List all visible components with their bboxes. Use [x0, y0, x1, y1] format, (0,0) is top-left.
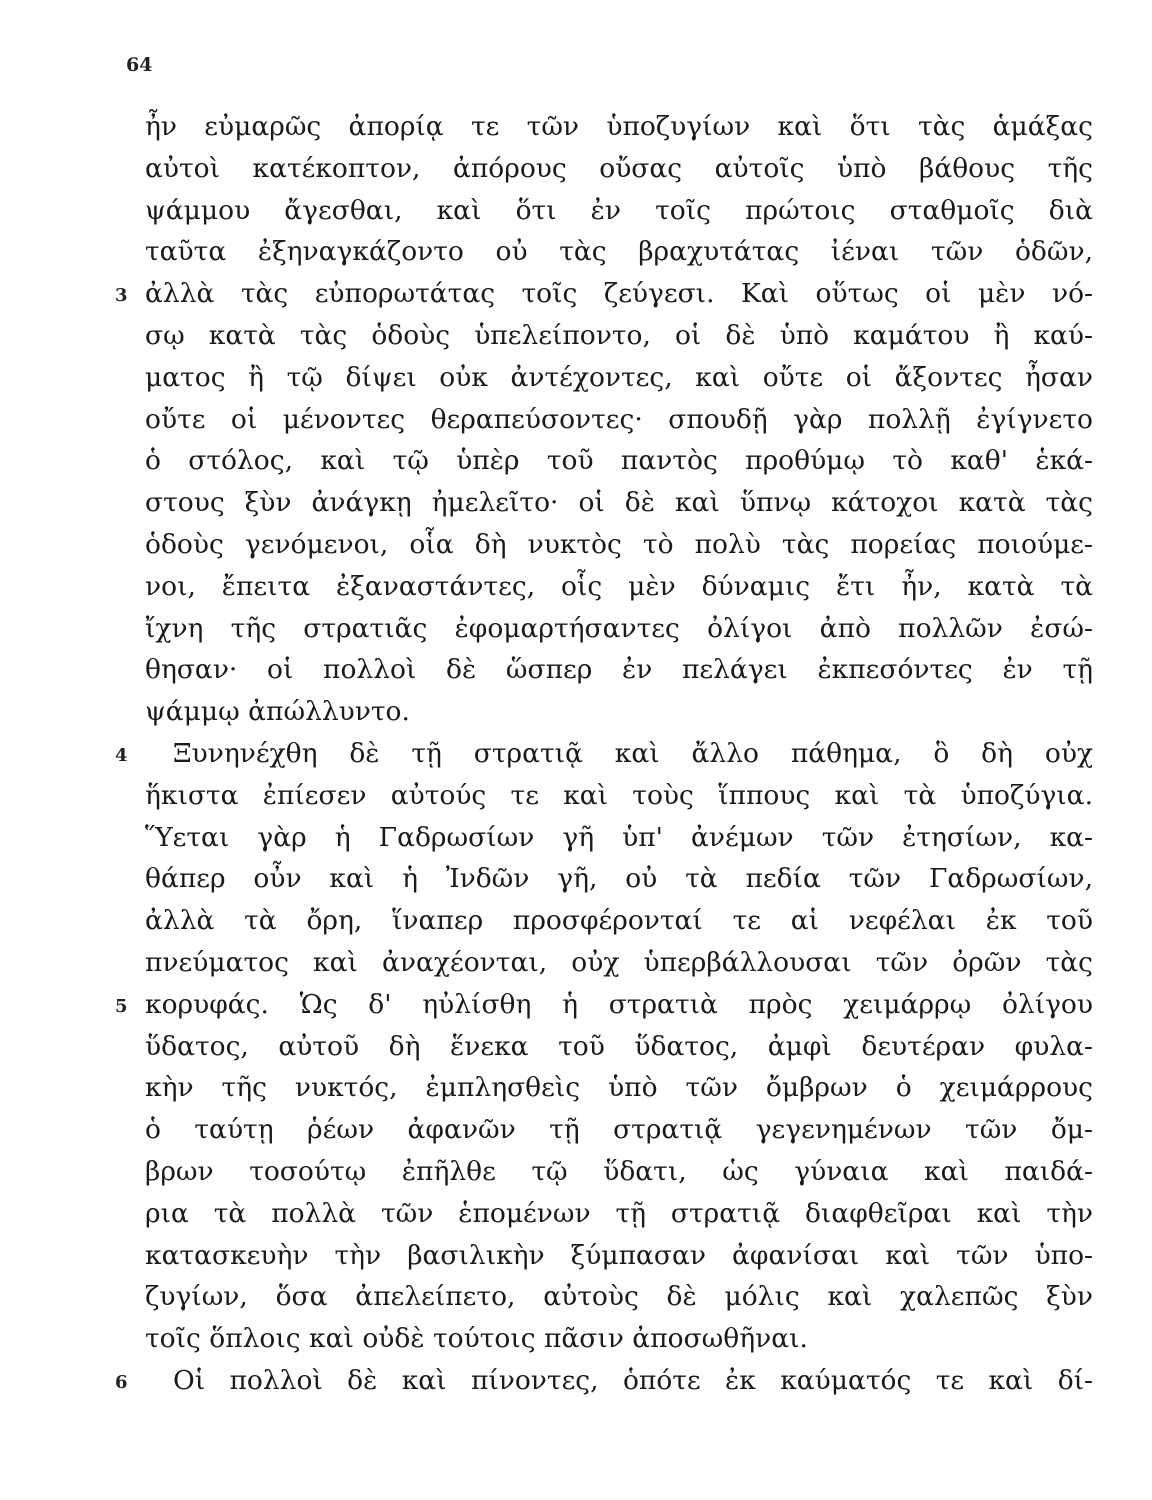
- line-text: θησαν· οἱ πολλοὶ δὲ ὥσπερ ἐν πελάγει ἐκπεσόντες ἐν τῇ: [145, 654, 1093, 686]
- text-line-15: [145, 691, 1093, 733]
- line-text: ὁ στόλος, καὶ τῷ ὑπὲρ τοῦ παντὸς προθύμῳ τὸ καθ' ἑκά-: [145, 445, 1093, 477]
- section-number: 3: [115, 285, 128, 307]
- text-line-4: [145, 231, 1093, 273]
- line-text: κορυφάς. Ὡς δ' ηὐλίσθη ἡ στρατιὰ πρὸς χειμάρρῳ ὀλίγου: [145, 988, 1093, 1020]
- text-line-27: [145, 1193, 1093, 1235]
- line-text: αὐτοὶ κατέκοπτον, ἀπόρους οὔσας αὐτοῖς ὑπὸ βάθους τῆς: [145, 152, 1093, 184]
- text-line-22: [115, 984, 1093, 1026]
- text-line-8: [145, 399, 1093, 441]
- line-text: κατασκευὴν τὴν βασιλικὴν ξύμπασαν ἀφανίσαι καὶ τῶν ὑπο-: [145, 1239, 1093, 1271]
- text-line-7: [145, 357, 1093, 399]
- text-line-5: [115, 273, 1093, 315]
- line-text: ἀλλὰ τὰ ὄρη, ἵναπερ προσφέρονταί τε αἱ νεφέλαι ἐκ τοῦ: [145, 905, 1093, 937]
- line-text: σῳ κατὰ τὰς ὁδοὺς ὑπελείποντο, οἱ δὲ ὑπὸ καμάτου ἢ καύ-: [145, 319, 1093, 351]
- text-line-23: [145, 1026, 1093, 1068]
- text-line-24: [145, 1067, 1093, 1109]
- line-text: οὔτε οἱ μένοντες θεραπεύσοντες· σπουδῇ γὰρ πολλῇ ἐγίγνετο: [145, 403, 1093, 435]
- text-line-20: [145, 900, 1093, 942]
- line-text: ὁδοὺς γενόμενοι, οἷα δὴ νυκτὸς τὸ πολὺ τὰς πορείας ποιούμε-: [145, 528, 1093, 560]
- text-line-18: [145, 817, 1093, 859]
- section-number: 5: [115, 995, 128, 1017]
- section-number: 4: [115, 744, 128, 766]
- line-text: κὴν τῆς νυκτός, ἐμπλησθεὶς ὑπὸ τῶν ὄμβρων ὁ χειμάρρους: [145, 1072, 1093, 1104]
- text-line-14: [145, 649, 1093, 691]
- body-text: [115, 106, 1093, 1402]
- text-line-11: [145, 524, 1093, 566]
- text-line-25: [145, 1109, 1093, 1151]
- text-line-3: [145, 190, 1093, 232]
- line-text: ὕδατος, αὐτοῦ δὴ ἕνεκα τοῦ ὕδατος, ἀμφὶ δευτέραν φυλα-: [145, 1030, 1093, 1062]
- line-text: πνεύματος καὶ ἀναχέονται, οὐχ ὑπερβάλλουσαι τῶν ὀρῶν τὰς: [145, 946, 1093, 978]
- page-number: 64: [126, 54, 153, 76]
- text-line-10: [145, 482, 1093, 524]
- text-line-12: [145, 566, 1093, 608]
- line-text: ζυγίων, ὅσα ἀπελείπετο, αὐτοὺς δὲ μόλις καὶ χαλεπῶς ξὺν: [145, 1281, 1093, 1313]
- line-text: στους ξὺν ἀνάγκῃ ἠμελεῖτο· οἱ δὲ καὶ ὕπνῳ κάτοχοι κατὰ τὰς: [145, 487, 1093, 519]
- section-number: 6: [115, 1371, 128, 1393]
- text-line-6: [145, 315, 1093, 357]
- line-text: ταῦτα ἐξηναγκάζοντο οὐ τὰς βραχυτάτας ἰέναι τῶν ὁδῶν,: [145, 236, 1093, 268]
- line-text: ὁ ταύτῃ ῥέων ἀφανῶν τῇ στρατιᾷ γεγενημένων τῶν ὄμ-: [145, 1114, 1093, 1146]
- line-text: Ὕεται γὰρ ἡ Γαδρωσίων γῆ ὑπ' ἀνέμων τῶν ἐτησίων, κα-: [145, 821, 1093, 853]
- text-line-30: [145, 1318, 1093, 1360]
- line-text: Οἱ πολλοὶ δὲ καὶ πίνοντες, ὁπότε ἐκ καύματός τε καὶ δί-: [173, 1364, 1093, 1396]
- line-text: ματος ἢ τῷ δίψει οὐκ ἀντέχοντες, καὶ οὔτε οἱ ἄξοντες ἦσαν: [145, 361, 1093, 393]
- text-line-31: [115, 1360, 1093, 1402]
- line-text: ἦν εὐμαρῶς ἀπορίᾳ τε τῶν ὑποζυγίων καὶ ὅτι τὰς ἁμάξας: [145, 111, 1093, 142]
- line-text: ἀλλὰ τὰς εὐπορωτάτας τοῖς ζεύγεσι. Καὶ οὕτως οἱ μὲν νό-: [145, 278, 1093, 310]
- text-line-2: [145, 148, 1093, 190]
- text-line-26: [145, 1151, 1093, 1193]
- text-line-28: [145, 1235, 1093, 1277]
- text-line-9: [145, 440, 1093, 482]
- text-line-17: [145, 775, 1093, 817]
- line-text: Ξυνηνέχθη δὲ τῇ στρατιᾷ καὶ ἄλλο πάθημα, ὃ δὴ οὐχ: [173, 737, 1093, 769]
- line-text: θάπερ οὖν καὶ ἡ Ἰνδῶν γῆ, οὐ τὰ πεδία τῶν Γαδρωσίων,: [145, 863, 1093, 895]
- text-line-16: [115, 733, 1093, 775]
- text-line-29: [145, 1276, 1093, 1318]
- line-text: ἥκιστα ἐπίεσεν αὐτούς τε καὶ τοὺς ἵππους καὶ τὰ ὑποζύγια.: [145, 779, 1093, 811]
- text-line-1: [145, 106, 1093, 148]
- text-line-21: [145, 942, 1093, 984]
- line-text: ψάμμῳ ἀπώλλυντο.: [145, 696, 410, 728]
- line-text: νοι, ἔπειτα ἐξαναστάντες, οἷς μὲν δύναμις ἔτι ἦν, κατὰ τὰ: [145, 570, 1093, 602]
- line-text: ψάμμου ἄγεσθαι, καὶ ὅτι ἐν τοῖς πρώτοις σταθμοῖς διὰ: [145, 194, 1093, 226]
- line-text: βρων τοσούτῳ ἐπῆλθε τῷ ὕδατι, ὡς γύναια καὶ παιδά-: [145, 1155, 1093, 1187]
- line-text: ἴχνη τῆς στρατιᾶς ἐφομαρτήσαντες ὀλίγοι ἀπὸ πολλῶν ἐσώ-: [145, 612, 1093, 644]
- text-line-13: [145, 608, 1093, 650]
- text-line-19: [145, 858, 1093, 900]
- line-text: ρια τὰ πολλὰ τῶν ἑπομένων τῇ στρατιᾷ διαφθεῖραι καὶ τὴν: [145, 1197, 1093, 1229]
- line-text: τοῖς ὅπλοις καὶ οὐδὲ τούτοις πᾶσιν ἀποσωθῆναι.: [145, 1323, 808, 1355]
